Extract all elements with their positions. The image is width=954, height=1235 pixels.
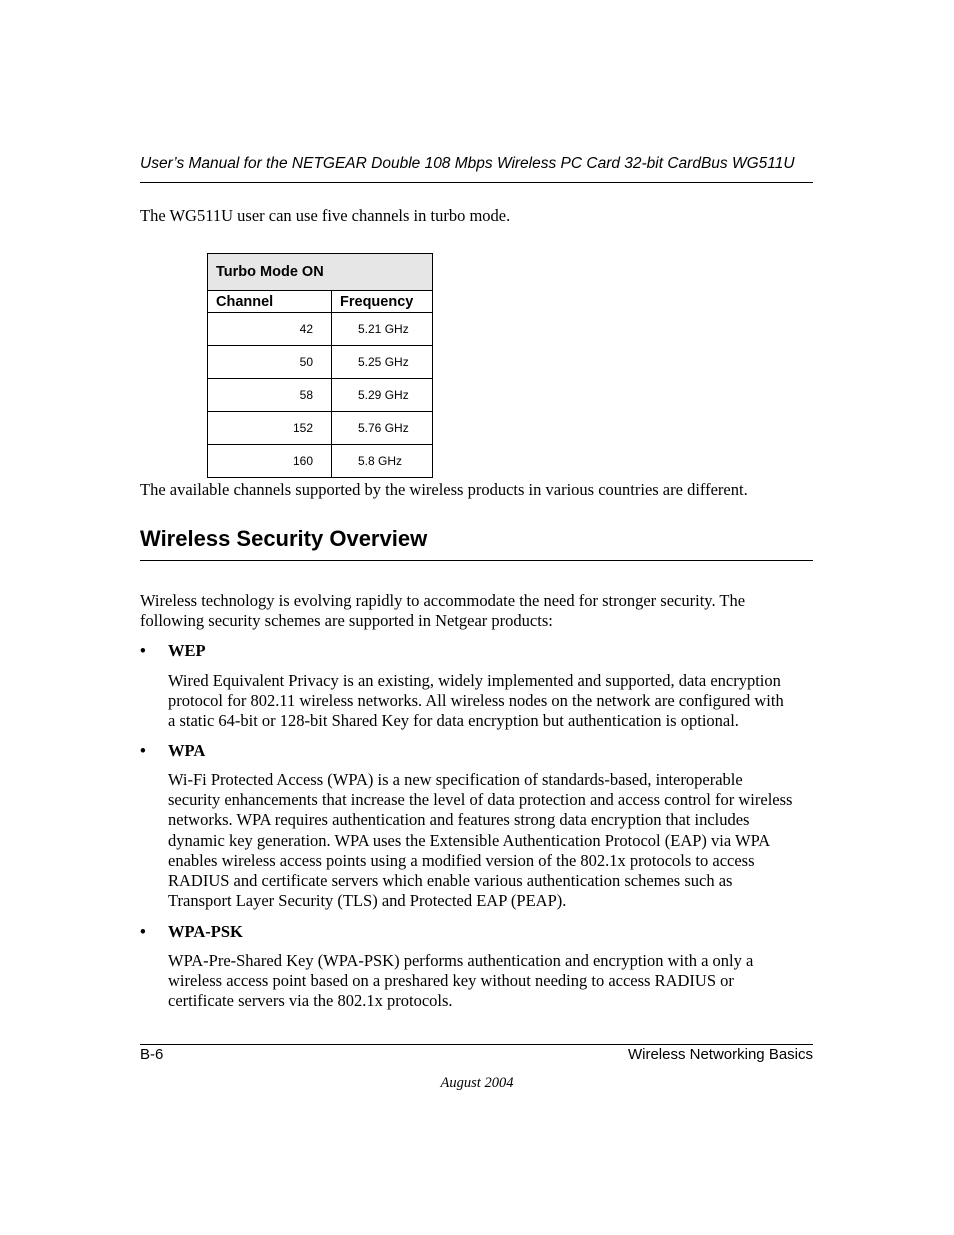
running-header: User’s Manual for the NETGEAR Double 108 Mbps Wireless PC Card 32-bit CardBus WG511U bbox=[140, 155, 795, 172]
text-line: security enhancements that increase the level of data protection and access control for wireless bbox=[168, 790, 793, 810]
table-title: Turbo Mode ON bbox=[208, 254, 433, 291]
bullet-term-wep: WEP bbox=[168, 641, 206, 660]
text-line: enables wireless access points using a modified version of the 802.1x protocols to access bbox=[168, 850, 755, 870]
text-line: Wireless technology is evolving rapidly to accommodate the need for stronger security. The bbox=[140, 591, 746, 610]
channel-cell: 58 bbox=[208, 379, 332, 412]
text-line: Wi-Fi Protected Access (WPA) is a new specification of standards-based, interoperable bbox=[168, 770, 743, 789]
after-table-paragraph: The available channels supported by the wireless products in various countries are different. bbox=[140, 480, 748, 499]
text-line: wireless access point based on a preshared key without needing to access RADIUS or bbox=[168, 971, 734, 991]
text-line: WPA-Pre-Shared Key (WPA-PSK) performs authentication and encryption with a only a bbox=[168, 951, 754, 970]
wpa-psk-description bbox=[168, 951, 753, 1012]
bullet-marker: • bbox=[140, 741, 146, 760]
text-line: networks. WPA requires authentication and features strong data encryption that includes bbox=[168, 810, 750, 830]
section-rule bbox=[140, 560, 813, 561]
bullet-marker: • bbox=[140, 641, 146, 660]
bullet-marker: • bbox=[140, 922, 146, 941]
table-row bbox=[208, 445, 433, 478]
channel-cell: 152 bbox=[208, 412, 332, 445]
intro-paragraph: The WG511U user can use five channels in turbo mode. bbox=[140, 206, 511, 225]
section-intro bbox=[140, 591, 745, 631]
frequency-cell: 5.29 GHz bbox=[332, 379, 433, 412]
text-line: Transport Layer Security (TLS) and Protected EAP (PEAP). bbox=[168, 891, 567, 911]
text-line: a static 64-bit or 128-bit Shared Key for data encryption but authentication is optional. bbox=[168, 711, 739, 731]
text-line: following security schemes are supported in Netgear products: bbox=[140, 611, 553, 631]
bullet-term-wpa-psk: WPA-PSK bbox=[168, 922, 243, 941]
wpa-description bbox=[168, 770, 792, 911]
section-title: Wireless Security Overview bbox=[140, 526, 428, 551]
frequency-cell: 5.8 GHz bbox=[332, 445, 433, 478]
header-rule bbox=[140, 182, 813, 183]
text-line: RADIUS and certificate servers which enable various authentication schemes such as bbox=[168, 871, 733, 891]
turbo-channel-table bbox=[207, 253, 433, 478]
column-header-frequency: Frequency bbox=[332, 291, 433, 313]
footer-rule bbox=[140, 1044, 813, 1045]
channel-cell: 42 bbox=[208, 313, 332, 346]
table-row bbox=[208, 379, 433, 412]
text-line: certificate servers via the 802.1x protocols. bbox=[168, 991, 453, 1011]
table-row bbox=[208, 412, 433, 445]
channel-cell: 50 bbox=[208, 346, 332, 379]
text-line: Wired Equivalent Privacy is an existing, widely implemented and supported, data encryption bbox=[168, 671, 781, 690]
text-line: dynamic key generation. WPA uses the Extensible Authentication Protocol (EAP) via WPA bbox=[168, 830, 771, 850]
frequency-cell: 5.76 GHz bbox=[332, 412, 433, 445]
chapter-name: Wireless Networking Basics bbox=[627, 1046, 813, 1063]
frequency-cell: 5.25 GHz bbox=[332, 346, 433, 379]
column-header-channel: Channel bbox=[208, 291, 332, 313]
page-number: B-6 bbox=[140, 1046, 164, 1063]
publication-date: August 2004 bbox=[440, 1075, 514, 1091]
channel-cell: 160 bbox=[208, 445, 332, 478]
text-line: protocol for 802.11 wireless networks. All wireless nodes on the network are configured with bbox=[168, 691, 784, 711]
table-row bbox=[208, 313, 433, 346]
wep-description bbox=[168, 671, 784, 732]
frequency-cell: 5.21 GHz bbox=[332, 313, 433, 346]
bullet-term-wpa: WPA bbox=[168, 741, 206, 760]
table-row bbox=[208, 346, 433, 379]
